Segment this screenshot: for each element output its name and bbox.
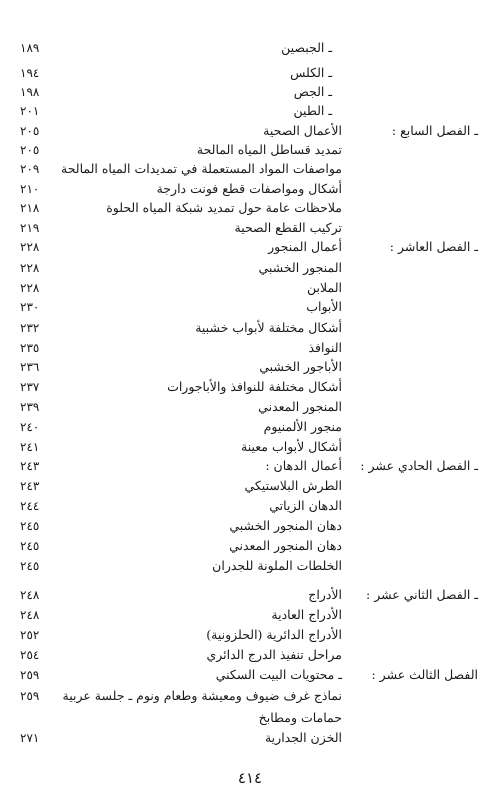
toc-page-number: ٢٤٠ <box>20 420 40 434</box>
toc-entry-title: المنجور الخشبي <box>258 260 342 275</box>
toc-page-number: ٢١٨ <box>20 201 40 215</box>
toc-entry-title: الخلطات الملونة للجدران <box>212 558 342 573</box>
toc-row <box>0 218 500 238</box>
toc-row <box>0 82 500 102</box>
toc-page-number: ٢٠١ <box>20 104 40 118</box>
toc-row <box>0 456 500 476</box>
toc-entry-title: مواصفات المواد المستعملة في تمديدات المياه المالحة <box>61 161 342 176</box>
toc-page-number: ٢٢٨ <box>20 261 40 275</box>
toc-page-number: ٢٣٦ <box>20 360 40 374</box>
toc-entry-title: أشكال مختلفة للنوافذ والأباجورات <box>167 379 342 394</box>
toc-entry-title: مراحل تنفيذ الدرج الدائري <box>206 647 342 662</box>
toc-page-number: ٢٤١ <box>20 440 40 454</box>
toc-entry-title: تركيب القطع الصحية <box>234 220 342 235</box>
toc-page-number: ٢٠٥ <box>20 143 40 157</box>
toc-entry-title: الملابن <box>307 280 342 295</box>
toc-chapter-label: ـ الفصل الثاني عشر : <box>366 587 478 602</box>
toc-row <box>0 179 500 199</box>
toc-row <box>0 38 500 58</box>
toc-entry-title: الأدراج الدائرية (الحلزونية) <box>206 627 342 642</box>
toc-page-number: ٢٥٤ <box>20 648 40 662</box>
toc-page-number: ٢٣٩ <box>20 400 40 414</box>
toc-page-number: ٢٥٢ <box>20 628 40 642</box>
toc-chapter-label: الفصل الثالث عشر : <box>371 667 478 682</box>
toc-entry-title: دهان المنجور المعدني <box>229 538 342 553</box>
toc-page-number: ٢٠٩ <box>20 162 40 176</box>
toc-page-number: ١٨٩ <box>20 41 40 55</box>
toc-row <box>0 536 500 556</box>
toc-entry-title: المنجور المعدني <box>258 399 342 414</box>
toc-row <box>0 198 500 218</box>
toc-row <box>0 318 500 338</box>
toc-row <box>0 63 500 83</box>
toc-entry-title: ملاحظات عامة حول تمديد شبكة المياه الحلوة <box>106 200 342 215</box>
toc-page-number: ٢٣٢ <box>20 321 40 335</box>
toc-page-number: ٢٧١ <box>20 731 40 745</box>
toc-row <box>0 237 500 257</box>
toc-row <box>0 728 500 748</box>
toc-row <box>0 357 500 377</box>
page-number: ٤١٤ <box>237 769 263 787</box>
toc-page-number: ٢٤٥ <box>20 519 40 533</box>
toc-row <box>0 159 500 179</box>
toc-entry-title: الأباجور الخشبي <box>259 359 342 374</box>
toc-page-number: ٢٤٣ <box>20 479 40 493</box>
toc-entry-title: ـ الطين <box>293 103 332 118</box>
toc-entry-title: ـ الجص <box>293 84 332 99</box>
toc-row <box>0 625 500 645</box>
toc-page-number: ٢٥٩ <box>20 689 40 703</box>
toc-page-number: ٢١٠ <box>20 182 40 196</box>
toc-entry-title: أعمال المنجور <box>268 239 342 254</box>
toc-row <box>0 417 500 437</box>
toc-entry-title: تمديد قساطل المياه المالحة <box>196 142 342 157</box>
toc-row <box>0 397 500 417</box>
toc-page-number: ٢٤٨ <box>20 588 40 602</box>
toc-page-number: ٢٢٨ <box>20 240 40 254</box>
toc-page-number: ٢٤٥ <box>20 539 40 553</box>
toc-row <box>0 496 500 516</box>
toc-entry-title: الأدراج العادية <box>271 607 342 622</box>
toc-row <box>0 338 500 358</box>
toc-row <box>0 297 500 317</box>
toc-entry-title: نماذج غرف ضيوف ومعيشة وطعام ونوم ـ جلسة عربية <box>62 688 342 703</box>
toc-row <box>0 258 500 278</box>
toc-row <box>0 686 500 706</box>
toc-entry-title: الخزن الجدارية <box>264 730 342 745</box>
toc-entry-title: الأبواب <box>306 299 342 314</box>
toc-entry-title: حمامات ومطابخ <box>258 710 342 725</box>
toc-entry-title: ـ محتويات البيت السكني <box>215 667 342 682</box>
toc-entry-title: الطرش البلاستيكي <box>244 478 342 493</box>
toc-chapter-label: ـ الفصل الحادي عشر : <box>360 458 478 473</box>
toc-entry-title: أشكال لأبواب معينة <box>241 439 342 454</box>
toc-row <box>0 377 500 397</box>
toc-entry-title: الأعمال الصحية <box>263 123 342 138</box>
toc-entry-title: دهان المنجور الخشبي <box>229 518 342 533</box>
toc-entry-title: منجور الألمنيوم <box>263 419 342 434</box>
toc-page-number: ٢٤٥ <box>20 559 40 573</box>
toc-row <box>0 665 500 685</box>
toc-row <box>0 140 500 160</box>
toc-page-number: ٢٣٥ <box>20 341 40 355</box>
toc-entry-title: أعمال الدهان : <box>265 458 342 473</box>
toc-page-number: ٢٤٣ <box>20 459 40 473</box>
toc-row <box>0 708 500 728</box>
toc-row <box>0 437 500 457</box>
toc-page-number: ٢٤٤ <box>20 499 40 513</box>
toc-page-number: ٢٥٩ <box>20 668 40 682</box>
toc-entry-title: الدهان الزياتي <box>269 498 342 513</box>
toc-chapter-label: ـ الفصل العاشر : <box>389 239 478 254</box>
toc-page-number: ٢٠٥ <box>20 124 40 138</box>
toc-entry-title: أشكال ومواصفات قطع فونت دارجة <box>156 181 342 196</box>
toc-row <box>0 278 500 298</box>
toc-entry-title: ـ الكلس <box>290 65 332 80</box>
toc-entry-title: ـ الجبصين <box>281 40 332 55</box>
toc-page-number: ٢٢٨ <box>20 281 40 295</box>
toc-entry-title: الأدراج <box>308 587 342 602</box>
toc-chapter-label: ـ الفصل السابع : <box>391 123 478 138</box>
toc-row <box>0 556 500 576</box>
toc-row <box>0 516 500 536</box>
toc-row <box>0 121 500 141</box>
toc-page-number: ١٩٤ <box>20 66 40 80</box>
toc-row <box>0 476 500 496</box>
toc-page-number: ٢٤٨ <box>20 608 40 622</box>
toc-page-number: ٢٣٧ <box>20 380 40 394</box>
toc-row <box>0 585 500 605</box>
toc-row <box>0 605 500 625</box>
toc-row <box>0 645 500 665</box>
toc-page-number: ٢١٩ <box>20 221 40 235</box>
toc-row <box>0 101 500 121</box>
toc-entry-title: النوافذ <box>308 340 342 355</box>
toc-page-number: ١٩٨ <box>20 85 40 99</box>
toc-page-number: ٢٣٠ <box>20 300 40 314</box>
toc-entry-title: أشكال مختلفة لأبواب خشبية <box>195 320 342 335</box>
